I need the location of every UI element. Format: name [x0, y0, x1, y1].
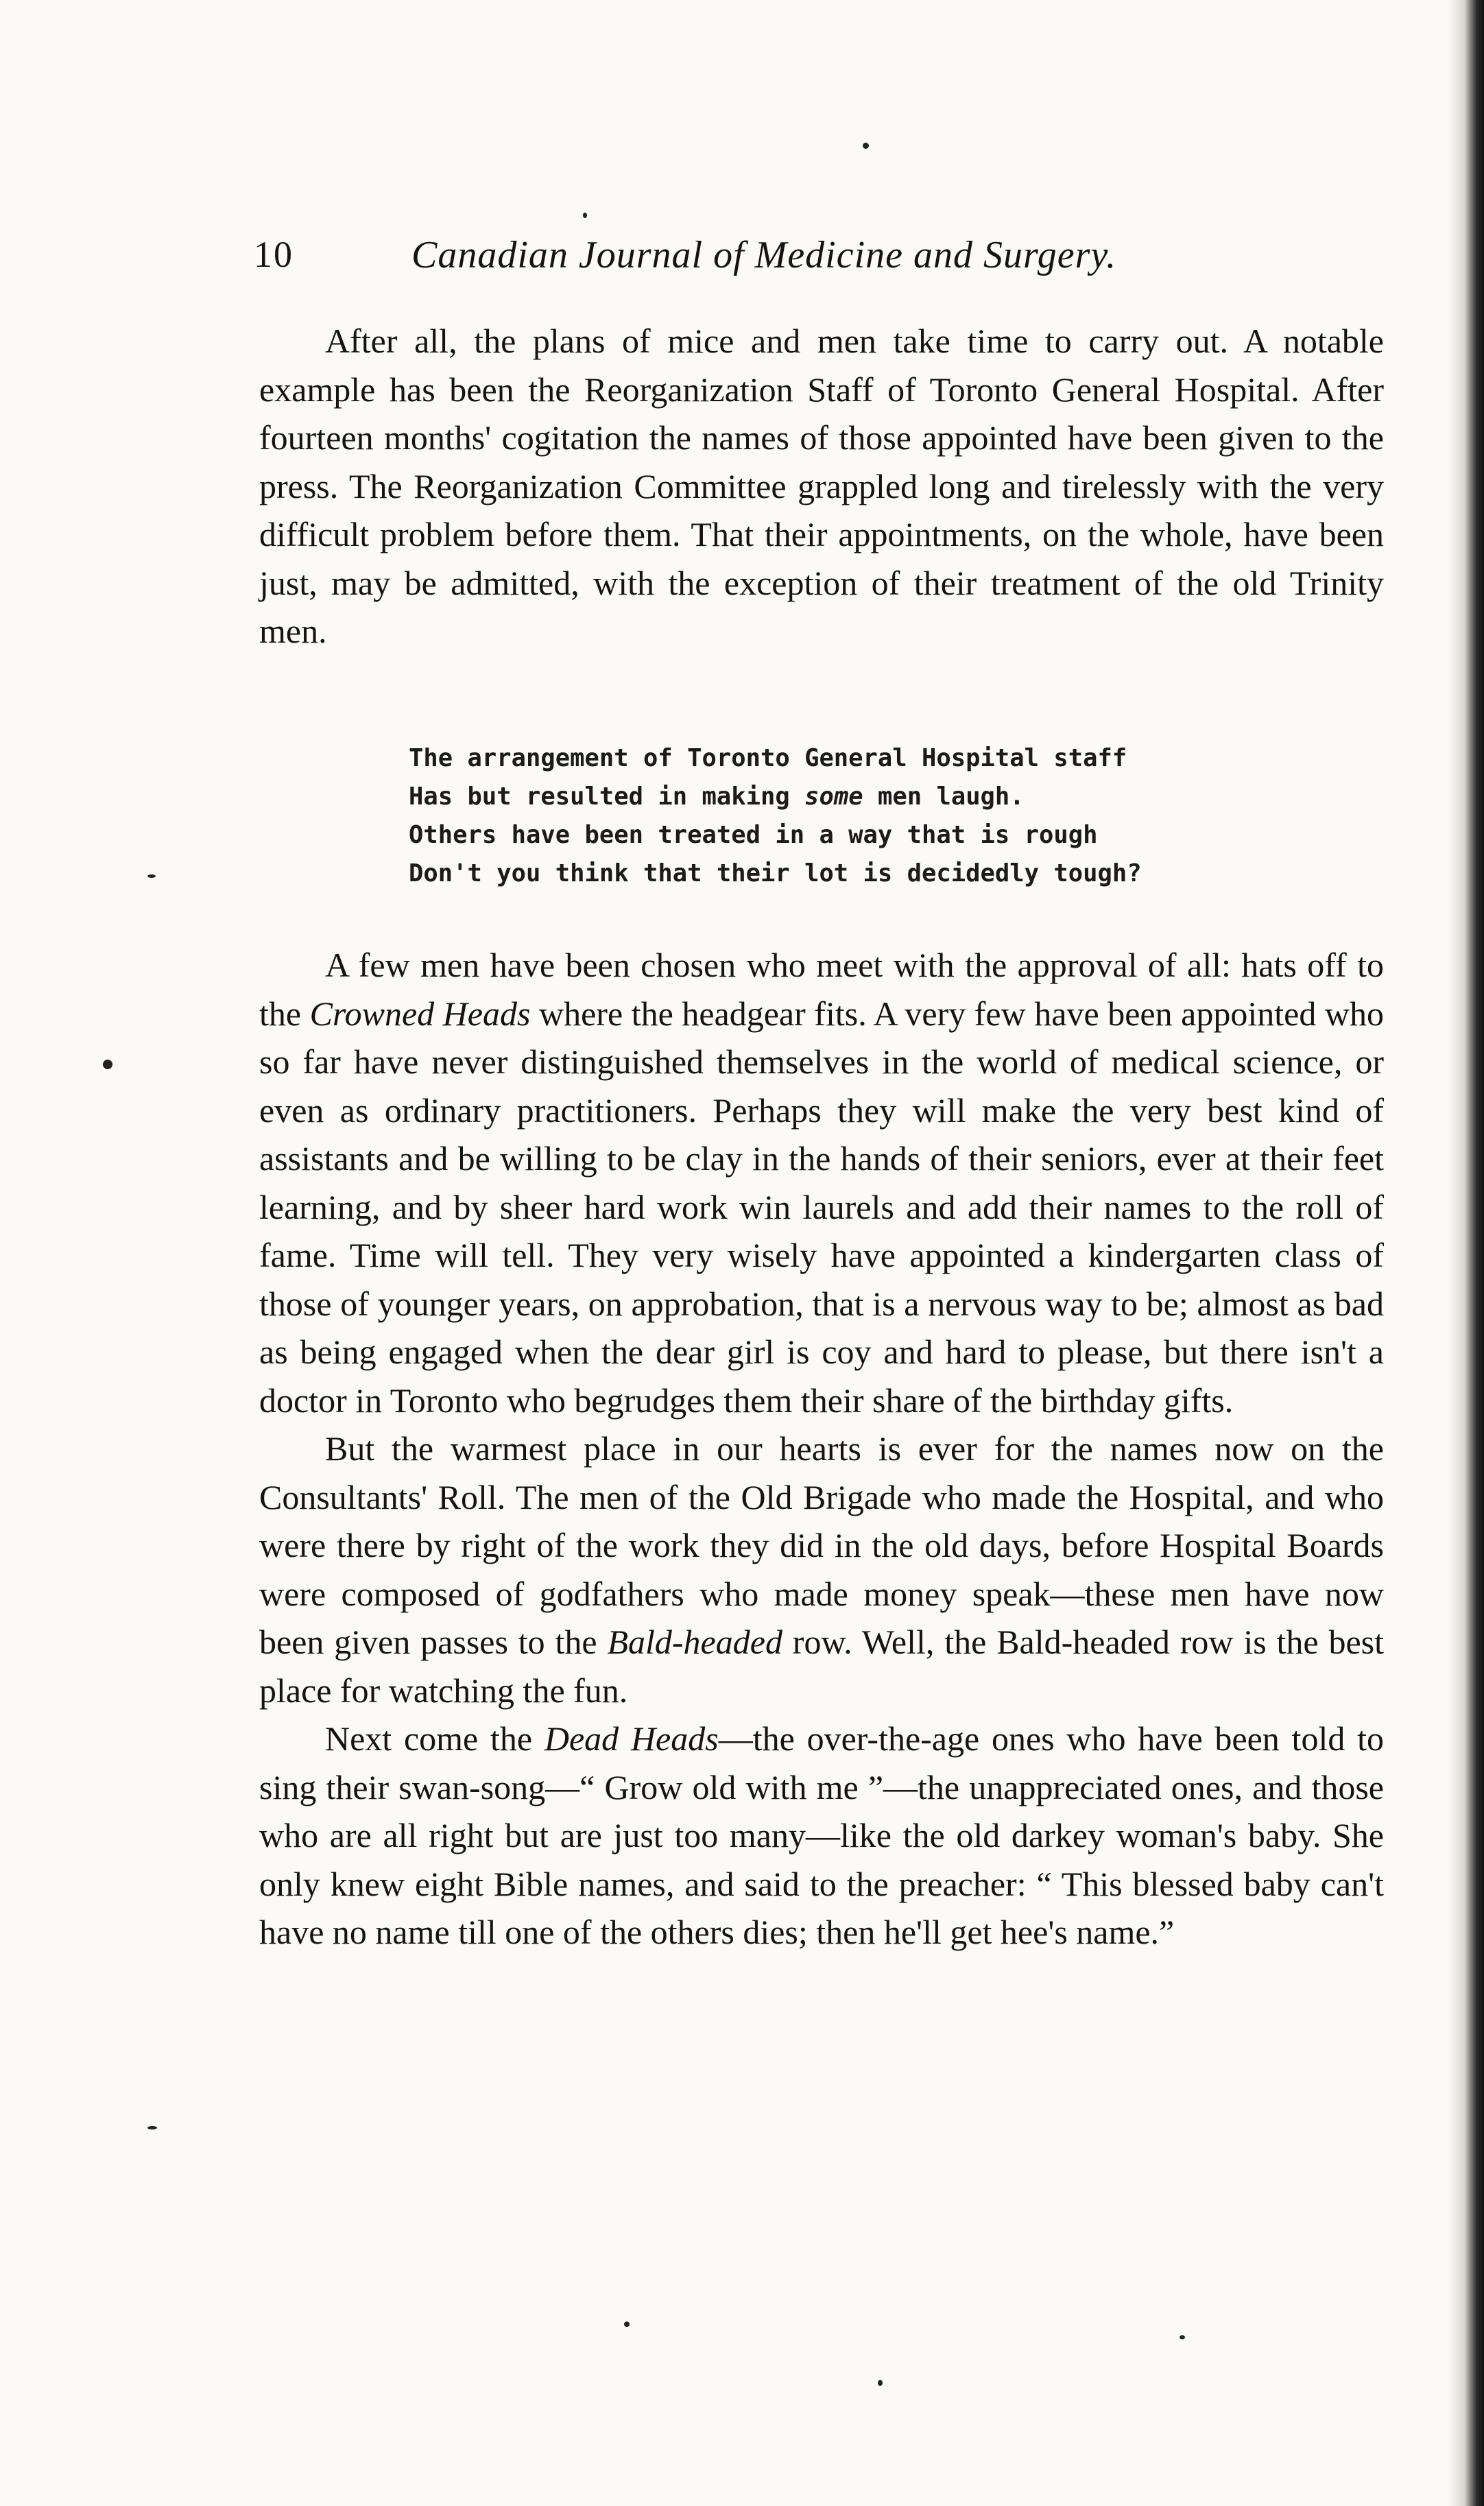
verse-line-2-emphasis: some [804, 783, 863, 811]
paragraph-2-emphasis: Crowned Heads [309, 994, 531, 1033]
journal-title: Canadian Journal of Medicine and Surgery. [411, 234, 1117, 276]
verse-line-2 [409, 778, 1266, 816]
paragraph-4-emphasis: Dead Heads [544, 1719, 719, 1758]
page-number: 10 [254, 234, 294, 275]
paragraph-3-end: row. Well, the Bald-headed row is the best place for watching the fun. [259, 1623, 1384, 1710]
scan-speck [103, 1060, 112, 1069]
body-text-main [259, 941, 1384, 1957]
paragraph-4-end: —the over-the-age ones who have been told to sing their swan-song—“ Grow old with me ”—the unappreciated ones, and those who are all right but are just too many—like the old darkey woman's baby. She only knew eight Bible names, and said to the preacher: “ This blessed baby can't have no name till one of the others dies; then he'll get hee's name.” [259, 1719, 1385, 1951]
paragraph-3 [259, 1424, 1384, 1715]
scan-speck [878, 2380, 883, 2386]
scan-speck [624, 2322, 630, 2327]
paragraph-2-start: A few men have been chosen who meet with the approval of all: hats off to the [259, 946, 1384, 1033]
scan-speck [583, 213, 587, 218]
paragraph-4 [259, 1715, 1384, 1957]
verse-line-1: The arrangement of Toronto General Hospital staff [409, 744, 1127, 772]
paragraph-2 [259, 941, 1384, 1424]
verse-line-4: Don't you think that their lot is decidedly tough? [409, 859, 1142, 887]
scan-speck [147, 2126, 157, 2129]
verse-line-2-start: Has but resulted in making [409, 783, 805, 811]
paragraph-2-end: where the headgear fits. A very few have been appointed who so far have never distinguished themselves in the world of medical science, or even as ordinary practitioners. Perhaps they will make the very best kind of assistants and be willing to be clay in the hands of their seniors, ever at their feet learning, and by sheer hard work win laurels and add their names to the roll of fame. Time will tell. They very wisely have appointed a kindergarten class of those of younger years, on approbation, that is a nervous way to be; almost as bad as being engaged when the dear girl is coy and hard to please, but there isn't a doctor in Toronto who begrudges them their share of the birthday gifts. [259, 994, 1384, 1420]
verse-quote [409, 739, 1266, 893]
verse-line-2-end: men laugh. [863, 783, 1025, 811]
running-header [254, 233, 1378, 295]
paragraph-4-start: Next come the [325, 1719, 544, 1758]
scan-speck [1180, 2335, 1185, 2339]
body-text-top [259, 317, 1384, 656]
scan-speck [863, 143, 869, 149]
page-edge-shadow [1448, 0, 1484, 2506]
paragraph-3-emphasis: Bald-headed [607, 1623, 782, 1661]
paragraph-3-start: But the warmest place in our hearts is ever for the names now on the Consultants' Roll. The men of the Old Brigade who made the Hospital, and who were there by right of the work they did in the old days, before Hospital Boards were composed of godfathers who made money speak—these men have now been given passes to the [259, 1429, 1384, 1661]
scan-speck [147, 874, 156, 878]
paragraph-1 [259, 317, 1384, 656]
verse-line-3: Others have been treated in a way that is rough [409, 821, 1098, 849]
paragraph-1-text: After all, the plans of mice and men take time to carry out. A notable example has been the Reorganization Staff of Toronto General Hospital. After fourteen months' cogitation the names of those appointed have been given to the press. The Reorganization Committee grappled long and tirelessly with the very difficult problem before them. That their appointments, on the whole, have been just, may be admitted, with the exception of their treatment of the old Trinity men. [259, 322, 1384, 650]
